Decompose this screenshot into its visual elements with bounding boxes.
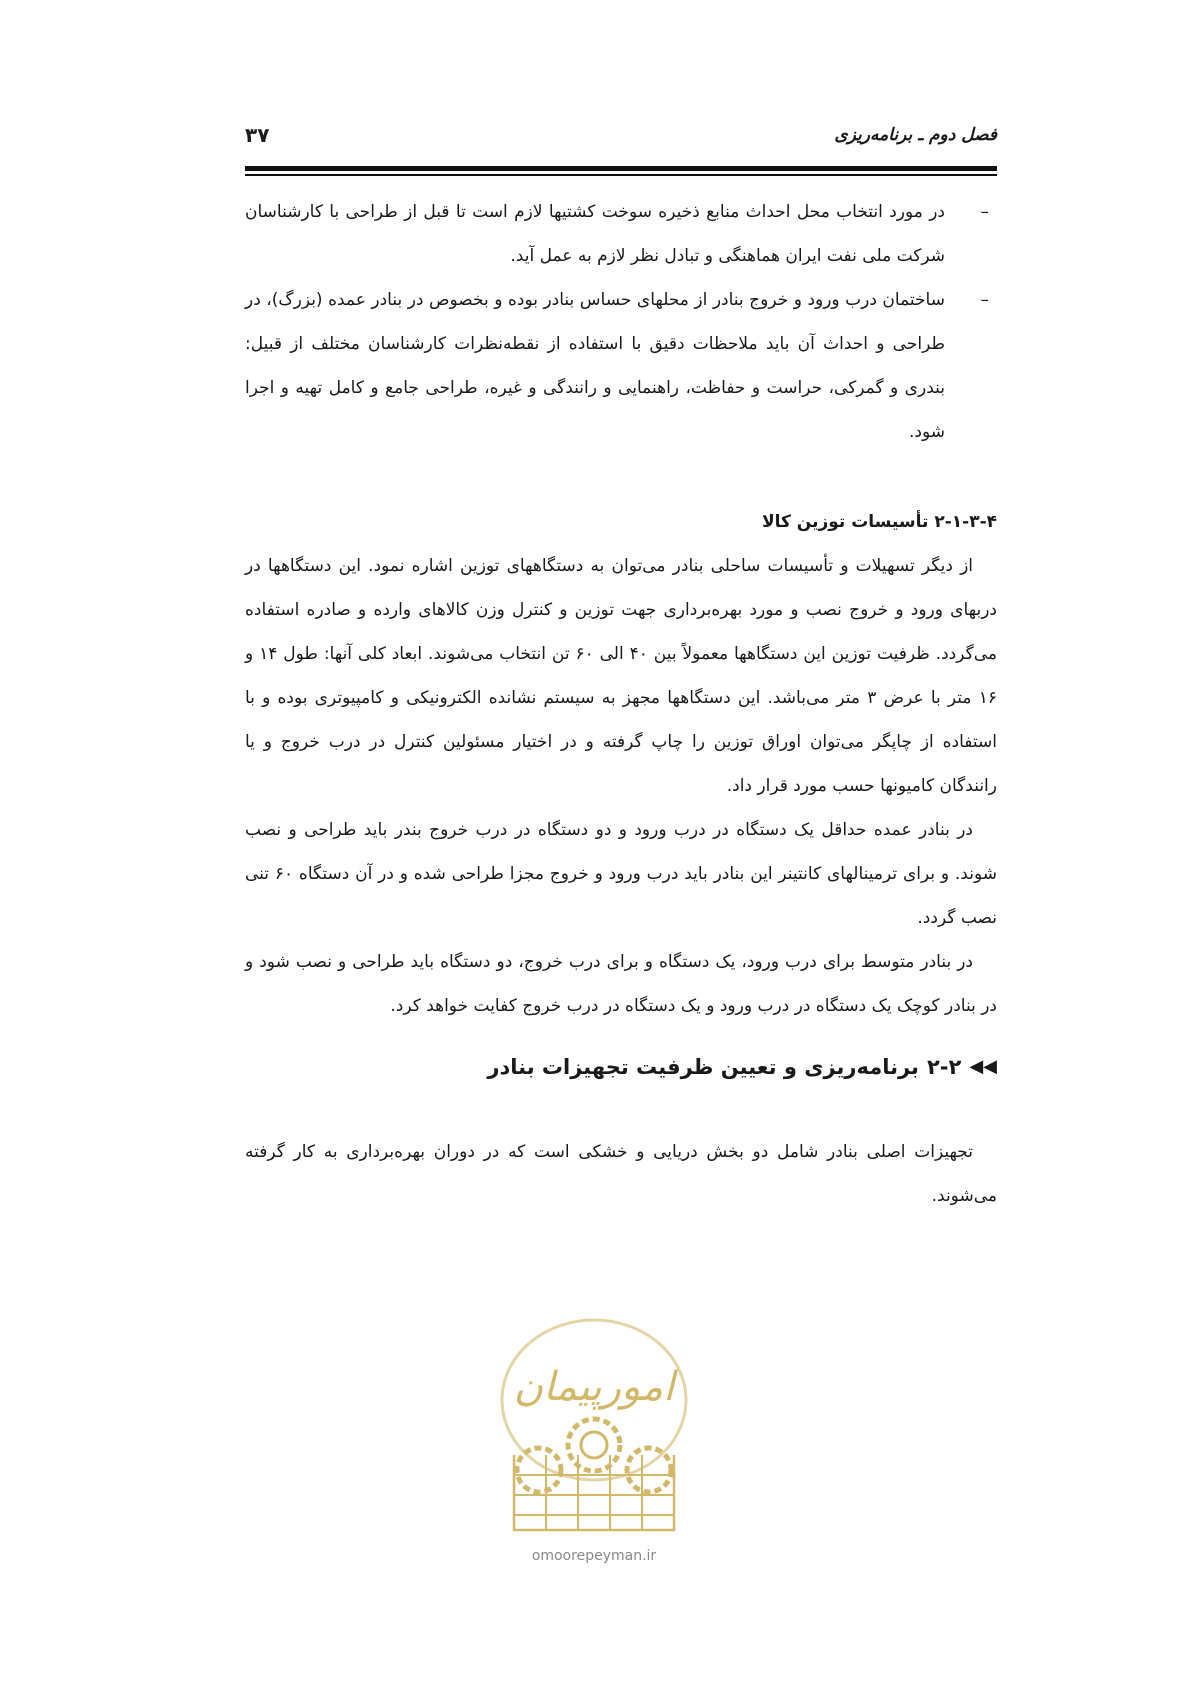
page-header xyxy=(245,125,997,155)
section-marker-icon: ◀◀ xyxy=(969,1056,997,1077)
bullet-text: در مورد انتخاب محل احداث منابع ذخیره سوخت کشتیها لازم است تا قبل از طراحی با کارشناسان شرکت ملی نفت ایران هماهنگی و تبادل نظر لازم به عمل آید. xyxy=(245,202,945,266)
subsection-title: تأسیسات توزین کالا xyxy=(761,512,929,532)
bullet-item xyxy=(245,278,997,454)
section-number: ۲-۲ xyxy=(926,1055,962,1079)
body-paragraphs xyxy=(245,544,997,1028)
paragraph: در بنادر عمده حداقل یک دستگاه در درب ورود و دو دستگاه در درب خروج بندر باید طراحی و نصب شوند. و برای ترمینالهای کانتینر این بنادر باید درب ورود و خروج مجزا طراحی شده و در آن دستگاه ۶۰ تنی نصب گردد. xyxy=(245,820,997,928)
page-number: ۳۷ xyxy=(245,123,270,147)
watermark-logo-text: امورپیمان xyxy=(513,1364,675,1410)
header-rule-thin xyxy=(245,174,997,176)
section-heading xyxy=(245,1045,997,1089)
bullet-item xyxy=(245,190,997,278)
section-title: برنامه‌ریزی و تعیین ظرفیت تجهیزات بنادر xyxy=(487,1055,919,1079)
bullet-dash: – xyxy=(980,202,989,222)
subsection-heading xyxy=(245,500,997,544)
bullet-dash: – xyxy=(980,290,989,310)
watermark-logo xyxy=(494,1305,694,1564)
header-rule-thick xyxy=(245,166,997,171)
bullet-text: ساختمان درب ورود و خروج بنادر از محلهای حساس بنادر بوده و بخصوص در بنادر عمده (بزرگ)، در طراحی و احداث آن باید ملاحظات دقیق با استفاده از نقطه‌نظرات کارشناسان مختلف از قبیل: بندری و گمرکی، حراست و حفاظت، راهنمایی و رانندگی و غیره، طراحی جامع و کامل تهیه و اجرا شود. xyxy=(245,290,945,442)
paragraph: از دیگر تسهیلات و تأسیسات ساحلی بنادر می‌توان به دستگاههای توزین اشاره نمود. این دستگاهها در دربهای ورود و خروج نصب و مورد بهره‌برداری جهت توزین و کنترل وزن کالاهای وارده و صادره استفاده می‌گردد. ظرفیت توزین این دستگاهها معمولاً بین ۴۰ الی ۶۰ تن انتخاب می‌شوند. ابعاد کلی آنها: طول ۱۴ و ۱۶ متر با عرض ۳ متر می‌باشد. این دستگاهها مجهز به سیستم نشانده الکترونیکی و کامپیوتری بوده و با استفاده از چاپگر می‌توان اوراق توزین را چاپ گرفته و در اختیار مسئولین کنترل در درب خروج و یا رانندگان کامیونها حسب مورد قرار داد. xyxy=(245,556,997,796)
bullet-list xyxy=(245,190,997,454)
watermark-caption: omoorepeyman.ir xyxy=(531,1548,657,1564)
paragraph: تجهیزات اصلی بنادر شامل دو بخش دریایی و خشکی است که در دوران بهره‌برداری به کار گرفته می‌شوند. xyxy=(245,1142,997,1206)
section-body xyxy=(245,1130,997,1218)
watermark-emblem-icon xyxy=(494,1305,694,1545)
paragraph: در بنادر متوسط برای درب ورود، یک دستگاه و برای درب خروج، دو دستگاه باید طراحی و نصب شود و در بنادر کوچک یک دستگاه در درب ورود و یک دستگاه در درب خروج کفایت خواهد کرد. xyxy=(245,952,997,1016)
chapter-title: فصل دوم ـ برنامه‌ریزی xyxy=(834,125,997,145)
subsection-number: ۲-۱-۳-۴ xyxy=(934,512,997,532)
